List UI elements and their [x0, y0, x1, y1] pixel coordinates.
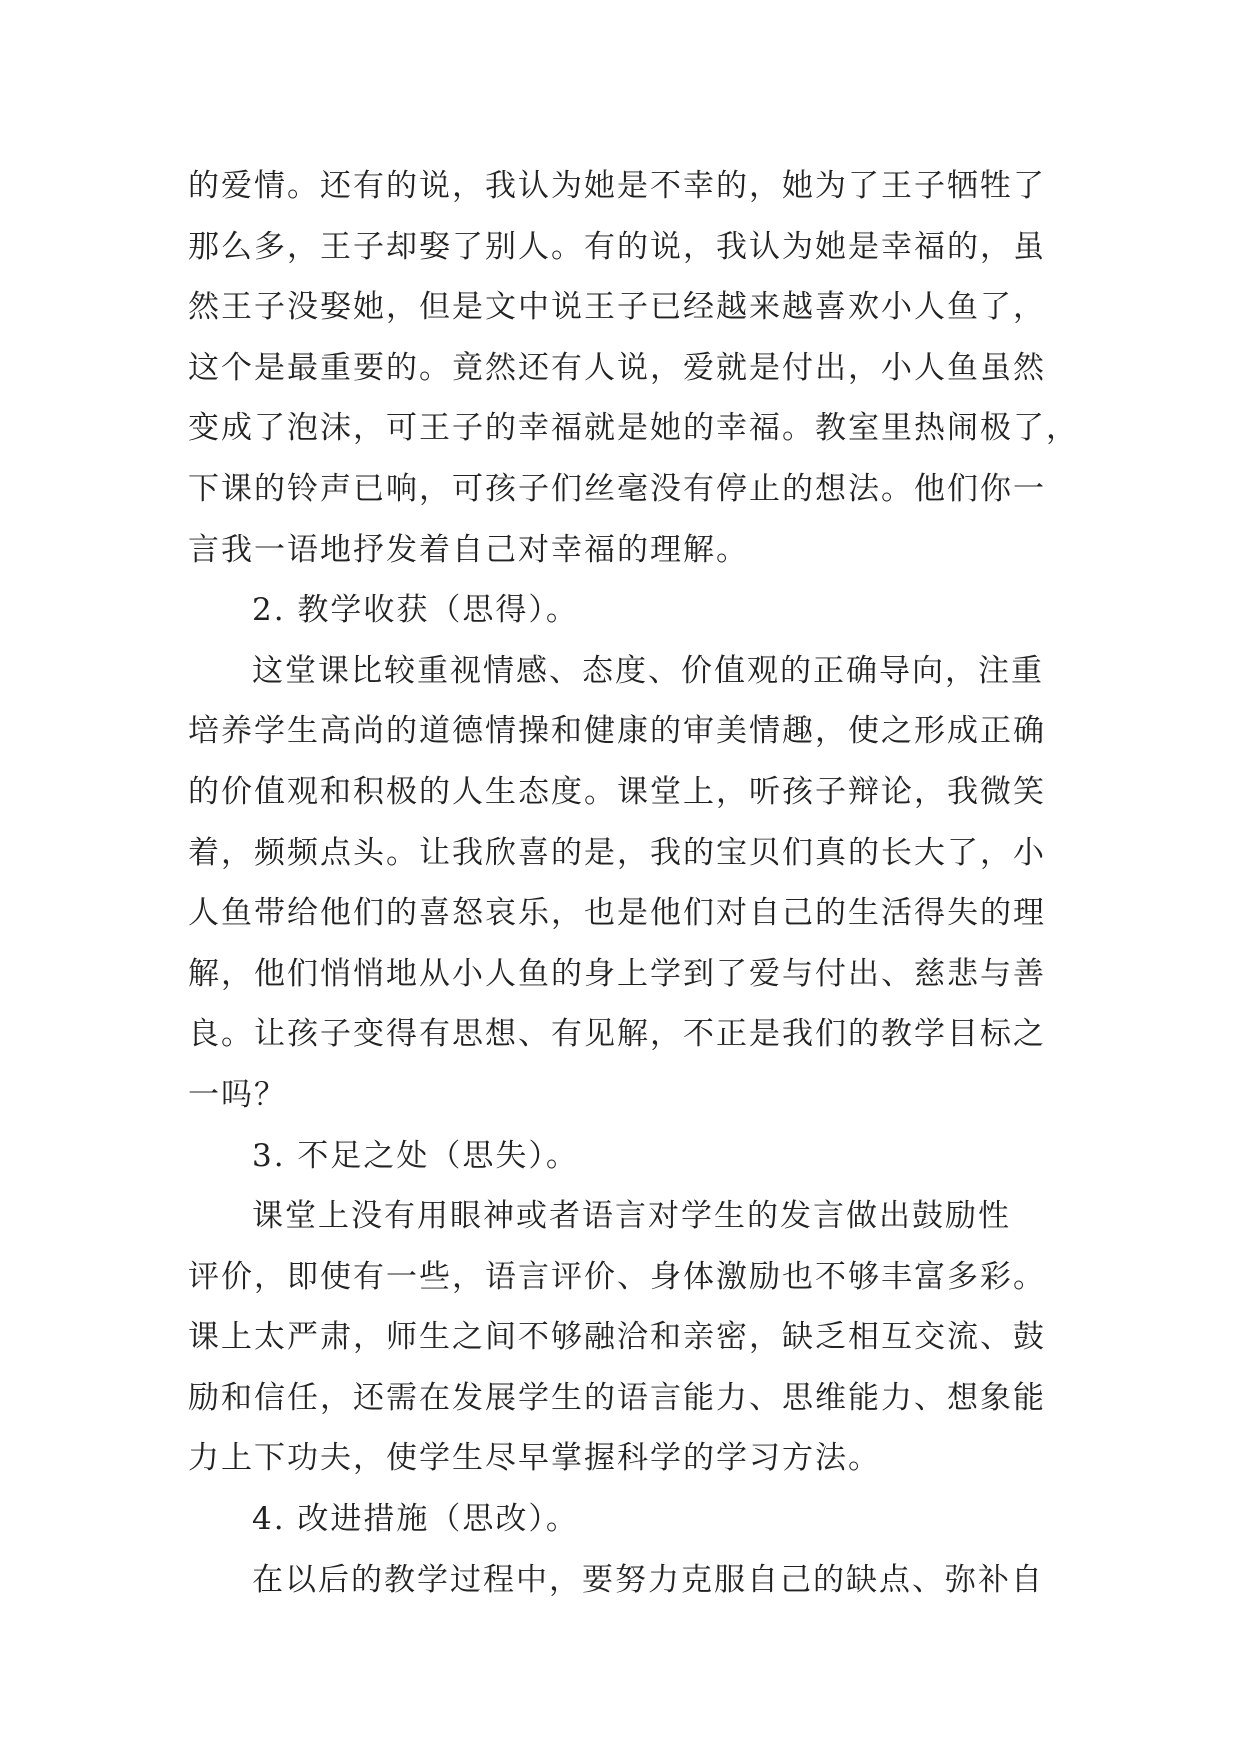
text-line: 然王子没娶她，但是文中说王子已经越来越喜欢小人鱼了， — [188, 289, 1046, 326]
text-line: 着，频频点头。让我欣喜的是，我的宝贝们真的长大了，小 — [188, 834, 1046, 871]
text-line: 评价，即使有一些，语言评价、身体激励也不够丰富多彩。 — [188, 1258, 1046, 1295]
text-line: 良。让孩子变得有思想、有见解，不正是我们的教学目标之 — [188, 1016, 1046, 1053]
text-line: 下课的铃声已响，可孩子们丝毫没有停止的想法。他们你一 — [188, 470, 1046, 507]
text-line: 力上下功夫，使学生尽早掌握科学的学习方法。 — [188, 1440, 881, 1477]
text-line: 3. 不足之处（思失）。 — [252, 1137, 579, 1174]
text-line: 课堂上没有用眼神或者语言对学生的发言做出鼓励性 — [252, 1198, 1011, 1235]
text-line: 2. 教学收获（思得）。 — [252, 592, 579, 629]
text-line: 这堂课比较重视情感、态度、价值观的正确导向，注重 — [252, 652, 1044, 689]
text-line: 励和信任，还需在发展学生的语言能力、思维能力、想象能 — [188, 1379, 1046, 1416]
text-line: 的价值观和积极的人生态度。课堂上，听孩子辩论，我微笑 — [188, 773, 1046, 810]
text-line: 这个是最重要的。竟然还有人说，爱就是付出，小人鱼虽然 — [188, 349, 1046, 386]
text-line: 在以后的教学过程中，要努力克服自己的缺点、弥补自 — [252, 1561, 1044, 1598]
document-body — [188, 156, 1088, 1610]
text-line: 变成了泡沫，可王子的幸福就是她的幸福。教室里热闹极了， — [188, 410, 1079, 447]
text-line: 4. 改进措施（思改）。 — [252, 1501, 579, 1538]
text-line: 解，他们悄悄地从小人鱼的身上学到了爱与付出、慈悲与善 — [188, 955, 1046, 992]
text-line: 人鱼带给他们的喜怒哀乐，也是他们对自己的生活得失的理 — [188, 895, 1046, 932]
text-line: 那么多，王子却娶了别人。有的说，我认为她是幸福的，虽 — [188, 228, 1046, 265]
text-line: 言我一语地抒发着自己对幸福的理解。 — [188, 531, 749, 568]
text-line: 一吗？ — [188, 1076, 287, 1113]
text-line: 的爱情。还有的说，我认为她是不幸的，她为了王子牺牲了 — [188, 168, 1046, 204]
text-line: 培养学生高尚的道德情操和健康的审美情趣，使之形成正确 — [188, 713, 1046, 750]
text-line: 课上太严肃，师生之间不够融洽和亲密，缺乏相互交流、鼓 — [188, 1319, 1046, 1356]
